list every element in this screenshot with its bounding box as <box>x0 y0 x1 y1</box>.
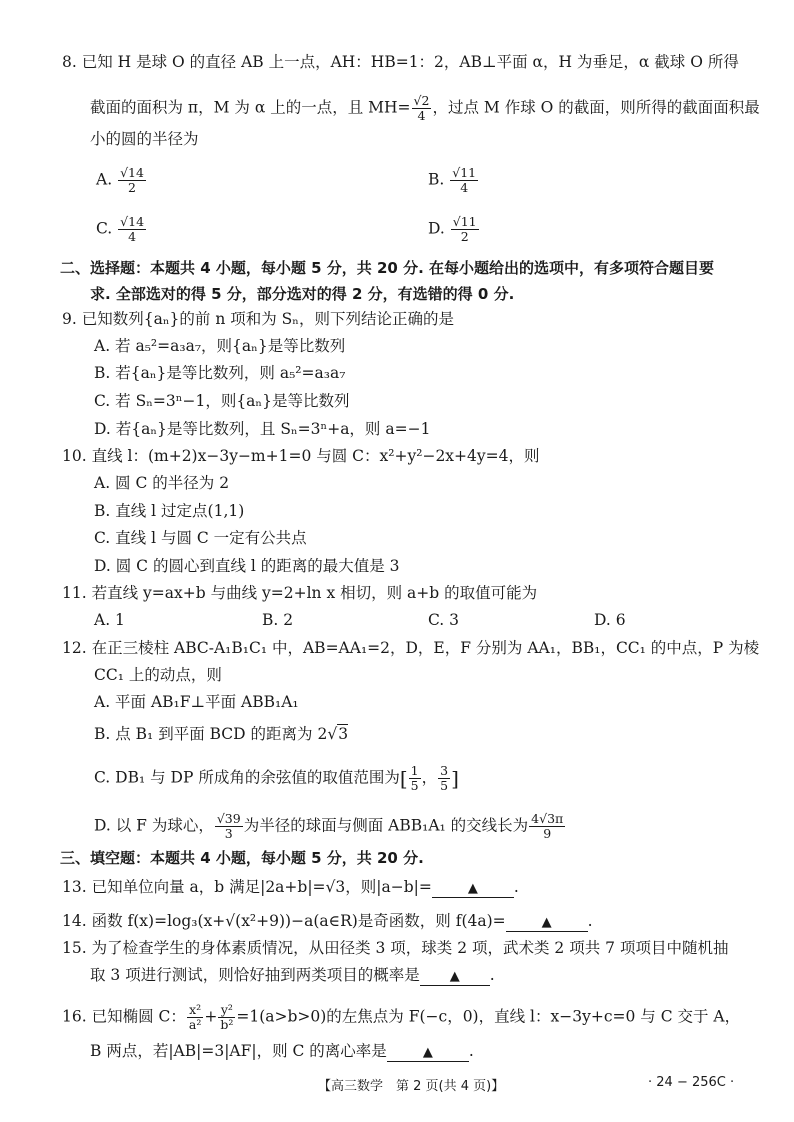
mh-fraction: $\frac{√2}{4}$ <box>413 93 430 123</box>
q13-answer-blank[interactable]: ▲ <box>432 881 514 898</box>
section-2-header-1: 二、选择题：本题共 4 小题，每小题 5 分，共 20 分. 在每小题给出的选项中，有多项符合题目要 <box>60 259 715 277</box>
q12-option-c: C. DB₁ 与 DP 所成角的余弦值的取值范围为[ $\frac{1}{5}$ ， $\frac{3}{5}$ ] <box>94 763 459 793</box>
section-2-header-2: 求. 全部选对的得 5 分，部分选对的得 2 分，有选错的得 0 分. <box>90 285 515 303</box>
q9-option-a: A. 若 a₅²=a₃a₇，则{aₙ}是等比数列 <box>94 337 346 355</box>
q12-option-b: B. 点 B₁ 到平面 BCD 的距离为 2√3 <box>94 725 349 743</box>
q9-option-d: D. 若{aₙ}是等比数列，且 Sₙ=3ⁿ+a，则 a=−1 <box>94 420 431 438</box>
q10-option-c: C. 直线 l 与圆 C 一定有公共点 <box>94 529 307 547</box>
section-3-header: 三、填空题：本题共 4 小题，每小题 5 分，共 20 分. <box>60 849 424 867</box>
q9-option-c: C. 若 Sₙ=3ⁿ−1，则{aₙ}是等比数列 <box>94 392 350 410</box>
q12-line-1: 12. 在正三棱柱 ABC-A₁B₁C₁ 中，AB=AA₁=2，D，E，F 分别为 AA₁，BB₁，CC₁ 的中点，P 为棱 <box>62 639 760 657</box>
q12-line-2: CC₁ 上的动点，则 <box>94 666 222 684</box>
q10-option-d: D. 圆 C 的圆心到直线 l 的距离的最大值是 3 <box>94 557 400 575</box>
q15-line-2: 取 3 项进行测试，则恰好抽到两类项目的概率是 ▲ . <box>90 966 495 984</box>
q15-line-1: 15. 为了检查学生的身体素质情况，从田径类 3 项，球类 2 项，武术类 2 项共 7 项项目中随机抽 <box>62 939 729 957</box>
q9-option-b: B. 若{aₙ}是等比数列，则 a₅²=a₃a₇ <box>94 364 346 382</box>
q12-option-d: D. 以 F 为球心， $\frac{√39}{3}$ 为半径的球面与侧面 ABB₁A₁ 的交线长为 $\frac{4√3\pi}{9}$ <box>94 811 564 841</box>
q16-line-1: 16. 已知椭圆 C： $\frac{\text{x²}}{\text{a²}}$ + $\frac{\text{y²}}{\text{b²}}$ =1(a>b>0)的左焦点为 F(−c，0)，直线 l：x−3y+c=0 与 C 交于 A， <box>62 1002 741 1032</box>
q10-option-a: A. 圆 C 的半径为 2 <box>94 474 230 492</box>
q14: 14. 函数 f(x)=log₃(x+√(x²+9))−a(a∈R)是奇函数，则 f(4a)= ▲ . <box>62 912 593 930</box>
q11-option-c: C. 3 <box>428 611 460 629</box>
q13: 13. 已知单位向量 a，b 满足|2a+b|=√3，则|a−b|= ▲ . <box>62 878 519 896</box>
q11-option-b: B. 2 <box>262 611 294 629</box>
q11-stem: 11. 若直线 y=ax+b 与曲线 y=2+ln x 相切，则 a+b 的取值可能为 <box>62 584 538 602</box>
q9-stem: 9. 已知数列{aₙ}的前 n 项和为 Sₙ，则下列结论正确的是 <box>62 310 454 328</box>
q11-option-a: A. 1 <box>94 611 125 629</box>
q16-line-2: B 两点，若|AB|=3|AF|，则 C 的离心率是 ▲ . <box>90 1042 474 1060</box>
q8-option-c: C. $\frac{√14}{4}$ <box>96 214 145 244</box>
q8-line-1: 8. 已知 H 是球 O 的直径 AB 上一点，AH：HB=1：2，AB⊥平面 α，H 为垂足，α 截球 O 所得 <box>62 53 739 71</box>
q12-option-a: A. 平面 AB₁F⊥平面 ABB₁A₁ <box>94 693 299 711</box>
q11-option-d: D. 6 <box>594 611 626 629</box>
q16-answer-blank[interactable]: ▲ <box>387 1045 469 1062</box>
q8-line-3: 小的圆的半径为 <box>90 130 199 148</box>
q10-option-b: B. 直线 l 过定点(1,1) <box>94 502 245 520</box>
q14-answer-blank[interactable]: ▲ <box>506 915 588 932</box>
q8-option-d: D. $\frac{√11}{2}$ <box>428 214 477 244</box>
q8-line-2: 截面的面积为 π，M 为 α 上的一点，且 MH= $\frac{√2}{4}$ ，过点 M 作球 O 的截面，则所得的截面面积最 <box>90 93 760 123</box>
q15-answer-blank[interactable]: ▲ <box>420 969 490 986</box>
footer-code: · 24 − 256C · <box>648 1075 735 1090</box>
q8-option-b: B. $\frac{√11}{4}$ <box>428 165 477 195</box>
q8-option-a: A. $\frac{√14}{2}$ <box>96 165 144 195</box>
footer-page-info: 【高三数学 第 2 页(共 4 页)】 <box>318 1079 505 1094</box>
q10-stem: 10. 直线 l：(m+2)x−3y−m+1=0 与圆 C：x²+y²−2x+4y=4，则 <box>62 447 540 465</box>
